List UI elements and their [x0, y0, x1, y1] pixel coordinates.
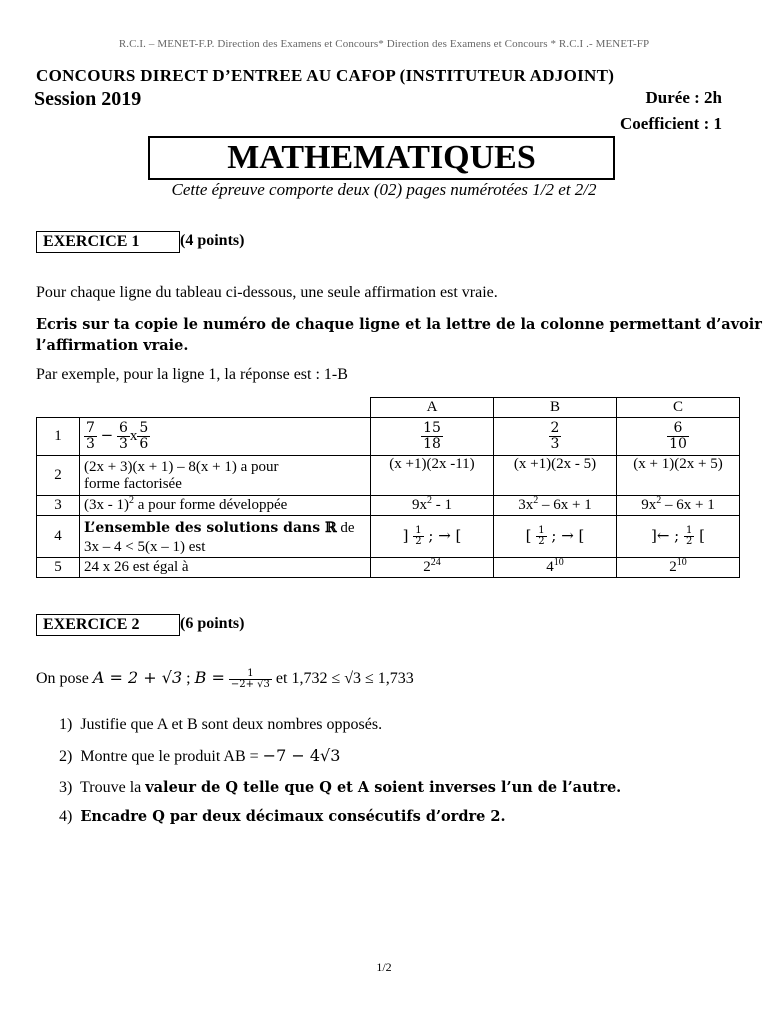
- header-line: R.C.I. – MENET-F.P. Direction des Examens et Concours* Direction des Examens et Concours * R.C.I .- MENET-FP: [118, 38, 650, 50]
- row-number: 1: [37, 418, 80, 456]
- exercise-1-label: EXERCICE 1: [36, 231, 180, 253]
- row-statement: $\frac{7}{3}$ − $\frac{6}{3}$ x $\frac{5}{6}$: [80, 418, 371, 456]
- subject-title: MATHEMATIQUES: [148, 136, 615, 180]
- exercise-1-points: (4 points): [180, 232, 245, 249]
- option-b: $4^{10}$: [494, 558, 617, 578]
- option-b: $3x^2 - 6x + 1$: [494, 496, 617, 516]
- row-statement: (3x - 1)$^2$ a pour forme développée: [80, 496, 371, 516]
- row-number: 5: [37, 558, 80, 578]
- option-b: (x +1)(2x - 5): [494, 456, 617, 496]
- question-2: 2) Montre que le produit AB = −7 − 4√3: [59, 746, 341, 765]
- option-b: $\frac{2}{3}$: [494, 418, 617, 456]
- exercise-2-definitions: On pose A = 2 + √3 ; B = $\frac{1}{-2+ √3}$ et 1,732 ≤ √3 ≤ 1,733: [36, 667, 414, 690]
- option-c: ]← ; $\frac{1}{2}$ [: [617, 516, 740, 558]
- option-a: $2^{24}$: [371, 558, 494, 578]
- exercise-1-instruction: Ecris sur ta copie le numéro de chaque ligne et la lettre de la colonne permettant d’avoir l’affirmation vraie.: [36, 316, 762, 354]
- page-number: 1/2: [376, 960, 392, 974]
- column-header-b: B: [494, 398, 617, 418]
- option-c: $2^{10}$: [617, 558, 740, 578]
- table-row: [37, 558, 740, 578]
- option-b: [ $\frac{1}{2}$ ; → [: [494, 516, 617, 558]
- duration: Durée : 2h: [645, 88, 722, 107]
- option-a: $\frac{15}{18}$: [371, 418, 494, 456]
- column-header-a: A: [371, 398, 494, 418]
- row-statement: L’ensemble des solutions dans ℝ de 3x – 4 < 5(x – 1) est: [80, 516, 371, 558]
- exam-title: CONCOURS DIRECT D’ENTREE AU CAFOP (INSTITUTEUR ADJOINT): [36, 66, 615, 85]
- exercise-2-points: (6 points): [180, 615, 245, 632]
- question-3: 3) Trouve la valeur de Q telle que Q et A soient inverses l’un de l’autre.: [59, 779, 622, 796]
- row-number: 3: [37, 496, 80, 516]
- coefficient: Coefficient : 1: [620, 114, 722, 133]
- table-row: [37, 418, 740, 456]
- table-row: [37, 516, 740, 558]
- option-c: $9x^2 - 6x + 1$: [617, 496, 740, 516]
- question-1: 1) Justifie que A et B sont deux nombres opposés.: [59, 716, 383, 733]
- table-header-row: [37, 398, 740, 418]
- row-number: 2: [37, 456, 80, 496]
- exercise-1-example: Par exemple, pour la ligne 1, la réponse est : 1-B: [36, 366, 348, 383]
- option-a: ] $\frac{1}{2}$ ; → [: [371, 516, 494, 558]
- row-statement: 24 x 26 est égal à: [80, 558, 371, 578]
- option-a: $9x^2 - 1$: [371, 496, 494, 516]
- option-c: $\frac{6}{10}$: [617, 418, 740, 456]
- question-4: 4) Encadre Q par deux décimaux consécutifs d’ordre 2.: [59, 808, 506, 825]
- option-c: (x + 1)(2x + 5): [617, 456, 740, 496]
- exercise-1-intro: Pour chaque ligne du tableau ci-dessous, une seule affirmation est vraie.: [36, 284, 498, 301]
- row-statement: (2x + 3)(x + 1) – 8(x + 1) a pour forme factorisée: [80, 456, 371, 496]
- option-a: (x +1)(2x -11): [371, 456, 494, 496]
- exercise-2-label: EXERCICE 2: [36, 614, 180, 636]
- row-number: 4: [37, 516, 80, 558]
- column-header-c: C: [617, 398, 740, 418]
- qcm-table: [36, 397, 740, 578]
- table-row: [37, 496, 740, 516]
- table-row: [37, 456, 740, 496]
- subtitle: Cette épreuve comporte deux (02) pages numérotées 1/2 et 2/2: [171, 180, 597, 199]
- session: Session 2019: [34, 88, 142, 110]
